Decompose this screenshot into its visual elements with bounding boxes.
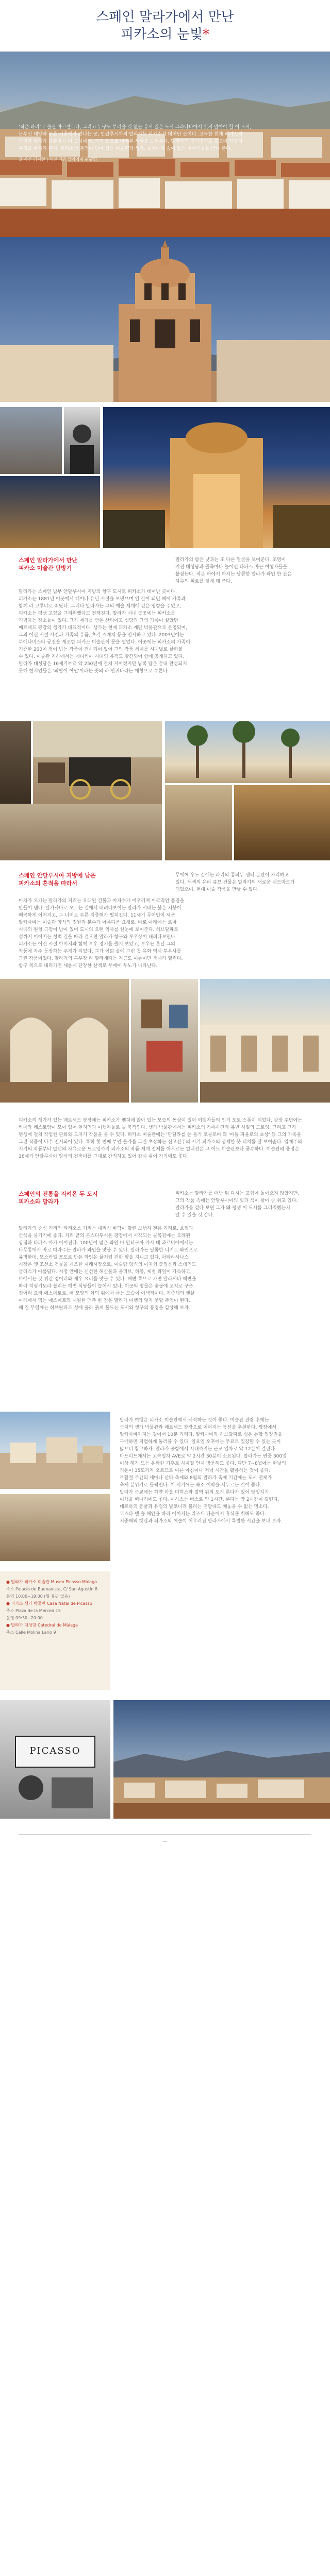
harbor-illustration (0, 1412, 110, 1489)
photo-credit: 글·사진 김지현 | 사진 제공 말라가시 관광청 (19, 157, 97, 162)
cathedral-tower-illustration (0, 237, 330, 402)
alley-photo (0, 721, 31, 804)
footer-divider (19, 1834, 311, 1835)
harbor-photo (0, 1412, 110, 1489)
section3-quote: 스페인 안달루시아 지방에 남은 피카소의 흔적을 따라서 (19, 872, 96, 887)
city-panorama-photo (113, 1700, 330, 1819)
street-night-photo (234, 785, 330, 860)
section2-right-text: 말라가의 밤은 낮과는 또 다른 얼굴을 보여준다. 조명이 켜진 대성당과 골목마다 늘어선 타파스 바는 여행자들을 붙잡는다. 작은 바에서 마시는 달콤한 말라가 와인 한 잔은 하루의 피로를 잊게 해 준다. (175, 557, 292, 584)
info-item: 주소 Palacio de Buenavista, C/ San Agustín 8 (6, 1587, 98, 1591)
section5-body-text: 말라가의 중심 거리인 라리오스 거리는 대리석 바닥이 깔린 보행자 전용 거리로, 쇼핑과 산책을 즐기기에 좋다. 거리 끝의 콘스티투시온 광장에서 시작되는 골목길에는 오래된 상점과 타파스 바가 이어진다. 100년이 넘은 와인 바 안티구아 카사 데 과르디아에서는 나무통에서 바로 따라주는 말라가 와인을 맛볼 수 있다. 말라가는 달콤한 디저트 와인으로 유명한데, 모스카텔 포도로 만든 와인은 꿀처럼 진한 향을 지니고 있다. 아타라사나스 시장은 옛 조선소 건물을 개조한 재래시장으로, 이슬람 양식의 아치형 출입문과 스테인드 글라스가 아름답다. 시장 안에는 신선한 해산물과 올리브, 하몽, 제철 과일이 가득하고, 바에서는 갓 튀긴 정어리와 새우 요리를 맛볼 수 있다. 해변 쪽으로 가면 말라게타 해변을 따라 치링기토라 불리는 해변 식당들이 늘어서 있다. 이곳의 명물은 숯불에 꼬치로 구운 정어리 요리 에스페토로, 배 모양의 화덕 위에서 굽는 모습이 이색적이다. 지중해의 햇살 아래에서 먹는 에스페토와 시원한 맥주 한 잔은 말라가 여행의 잊지 못할 추억이 된다. 해 질 무렵에는 히브랄파로 성에 올라 붉게 물드는 도시와 항구의 풍경을 감상해 보자. (19, 1226, 198, 1311)
cathedral-photo (0, 237, 330, 402)
info-item: ● 말라가 피카소 미술관 Museo Picasso Málaga (6, 1580, 97, 1584)
section3-right-text: 무에예 우노 끝에는 파리의 퐁피두 센터 분관이 자리하고 있다. 색색의 유리 큐브 건물은 말라가의 새로운 랜드마크가 되었으며, 현대 미술 작품을 만날 수 있다. (175, 873, 295, 892)
palm-street-photo (165, 721, 330, 783)
picasso-portrait-photo (64, 407, 100, 474)
info-sidebar (0, 1571, 110, 1690)
museum-sign-photo (0, 1700, 110, 1819)
info-item: 주소 Plaza de la Merced 15 (6, 1608, 61, 1613)
courtyard-illustration (200, 979, 330, 1103)
horse-carriage-photo (33, 721, 162, 804)
museum-sign-text: PICASSO (29, 1745, 81, 1756)
cathedral-night-photo (103, 407, 330, 548)
info-item: 운영 10:00~19:00 (월 휴관 없음) (6, 1594, 70, 1599)
carriage-illustration (33, 721, 162, 804)
palm-trees-illustration (165, 721, 330, 783)
portrait-icon (64, 407, 100, 474)
painting-frames-illustration (131, 979, 198, 1103)
museum-sign-illustration (0, 1700, 110, 1819)
museum-arches-illustration (0, 979, 129, 1103)
night-alley-photo (0, 476, 100, 548)
old-town-street-photo (0, 407, 62, 474)
painting-wall-photo (131, 979, 198, 1103)
section3-body-text: 마차가 오가는 말라가의 거리는 오래된 건물과 야자수가 어우러져 이국적인 풍경을 만들어 낸다. 알카사바로 오르는 길에서 내려다보이는 말라가 시내는 붉은 지붕이 빼곡하게 이어지고, 그 너머로 푸른 지중해가 펼쳐진다. 11세기 무어인이 세운 알카사바는 이슬람 양식의 정원과 분수가 아름다운 요새로, 바로 아래에는 로마 시대의 원형 극장이 남아 있어 도시의 오랜 역사를 한눈에 보여준다. 히브랄파로 성까지 이어지는 성벽 길을 따라 걸으면 말라가 항구와 투우장이 내려다보인다. 피카소는 어린 시절 아버지와 함께 투우 경기를 즐겨 보았고, 투우는 훗날 그의 작품에 자주 등장하는 주제가 되었다. 그가 여덟 살에 그린 첫 유화 역시 투우사를 그린 작품이었다. 말라가의 투우장 라 말라게타는 지금도 여름이면 축제가 열린다. 항구 쪽으로 내려가면 새롭게 단장한 산책로 무에예 우노가 나타난다. (19, 899, 185, 969)
info-item: ● 말라가 대성당 Catedral de Málaga (6, 1623, 78, 1628)
courtyard-photo (200, 979, 330, 1103)
square-photo (165, 785, 232, 860)
header (0, 0, 330, 52)
section2-quote: 스페인 말라가에서 만난 피카소 미술관 탐방기 (19, 557, 77, 571)
intro-text: ‘작은 파리’로 불린 바르셀로나, 그리고 누구도 부러울 것 없는 유서 깊은 도시 그라나다에서 잊지 말아야 할 이 도시, 눈부신 태양과 푸른 지중해가 만나는 곳, 안달루시아의 말라가는 피카소가 태어난 곳이다. 고독한 천재 피카소의 과거와 현재가 공존하는 이 도시에서, 그의 눈으로 바라본 세상을 느껴본다. 말라가의 구석구석을 걸으며 거장의 흔적을 따라가 본다. 피카소의 흔적이 남아 있는 미술관과 생가, 골목마다 숨어 있는 이야기들을 만나 본다. (19, 125, 252, 151)
section5-right-text: 피카소는 말라가를 떠난 뒤 다시는 고향에 돌아오지 않았지만, 그의 작품 속에는 안달루시아의 빛과 색이 살아 숨 쉬고 있다. 말라가를 걷다 보면 그가 왜 평생 이 도시를 그리워했는지 알 수 있을 것 같다. (175, 1191, 300, 1218)
info-item: ● 피카소 생가 박물관 Casa Natal de Picasso (6, 1601, 92, 1606)
info-item: 주소 Calle Molina Lario 9 (6, 1630, 56, 1635)
page-title: 스페인 말라가에서 만난 피카소의 눈빛* (96, 9, 234, 42)
building-facade-photo (0, 804, 162, 860)
info-item: 운영 09:30~20:00 (6, 1616, 43, 1620)
section2-body-text: 말라가는 스페인 남부 안달루시아 지방의 항구 도시로 피카소가 태어난 곳이다. 피카소는 1881년 이곳에서 태어나 유년 시절을 보냈으며 열 살이 되던 해에 가족과 함께 라 코루냐로 떠났다. 그러나 말라가는 그의 예술 세계에 깊은 영향을 주었고, 피카소는 평생 고향을 그리워했다고 전해진다. 말라가 시내 곳곳에는 피카소를 기념하는 장소들이 있다. 그가 세례를 받은 산티아고 성당과 그의 가족이 살았던 메르세드 광장의 생가가 대표적이다. 생가는 현재 피카소 재단 박물관으로 운영되며, 그의 어린 시절 사진과 가족의 유품, 초기 스케치 등을 전시하고 있다. 2003년에는 부에나비스타 궁전을 개조한 피카소 미술관이 문을 열었다. 이곳에는 피카소의 가족이 기증한 200여 점이 넘는 작품이 전시되어 있어 그의 작품 세계를 시대별로 살펴볼 수 있다. 미술관 지하에서는 페니키아 시대의 유적도 발견되어 함께 공개하고 있다. 말라가 대성당은 16세기부터 약 250년에 걸쳐 지어졌지만 남쪽 탑은 끝내 완성되지 못해 현지인들은 '외팔이 여인'이라는 뜻의 라 만퀴타라는 애칭으로 부른다. (19, 589, 190, 674)
city-panorama-illustration (113, 1700, 330, 1819)
section6-right-text: 말라가 여행은 피카소 미술관에서 시작하는 것이 좋다. 미술관 관람 후에는 근처의 생가 박물관과 메르세드 광장으로 이어지는 동선을 추천한다. 광장에서 알카사바까지는 걸어서 10분 거리다. 알카사바와 히브랄파로 성은 통합 입장권을 구매하면 저렴하게 둘러볼 수 있다. 일요일 오후에는 무료로 입장할 수 있는 곳이 많으니 참고하자. 말라가 공항에서 시내까지는 근교 열차로 약 12분이 걸린다. 마드리드에서는 고속열차 AVE로 약 2시간 30분이 소요된다. 말라가는 연중 300일 이상 해가 뜨는 온화한 기후로 사계절 언제 방문해도 좋다. 다만 7~8월에는 한낮의 기온이 35도까지 오르므로 이른 아침이나 저녁 시간을 활용하는 것이 좋다. 부활절 주간의 세마나 산타 축제와 8월의 말라가 축제 기간에는 도시 전체가 축제 분위기로 들썩인다. 이 시기에는 숙소 예약을 서두르는 것이 좋다. 말라가 근교에는 하얀 마을 미하스와 절벽 위의 도시 론다가 있어 당일치기 여행을 떠나기에도 좋다. 미하스는 버스로 약 1시간, 론다는 약 2시간이 걸린다. 네르하의 동굴과 유럽의 발코니라 불리는 전망대도 빼놓을 수 없는 명소다. 코스타 델 솔 해안을 따라 이어지는 리조트 타운에서 휴식을 취해도 좋다. 지중해의 햇살과 피카소의 예술이 어우러진 말라가에서 특별한 시간을 보내 보자. (120, 1418, 287, 1524)
section4-body-text: 피카소의 생가가 있는 메르세드 광장에는 피카소가 벤치에 앉아 있는 모습의 동상이 있어 여행자들의 인기 포토 스폿이 되었다. 광장 주변에는 카페와 레스토랑이 모여 있어 현지인과 여행자들로 늘 북적인다. 생가 박물관에서는 피카소의 가족사진과 유년 시절의 드로잉, 그리고 그가 평생에 걸쳐 작업한 판화와 도자기 작품을 볼 수 있다. 피카소 미술관에는 '만틸라를 쓴 올가 코클로바'와 '아들 파울로의 초상' 등 그의 가족을 그린 작품이 다수 전시되어 있다. 특히 첫 번째 부인 올가를 그린 초상화는 신고전주의 시기 피카소의 섬세한 붓 터치를 잘 보여준다. 입체주의 시기의 작품부터 말년의 자유로운 드로잉까지 피카소의 작품 세계 전체를 아우르는 컬렉션은 그 어느 미술관보다 풍부하다. 미술관의 중정은 16세기 안달루시아 양식의 건축미를 그대로 간직하고 있어 잠시 쉬어 가기에도 좋다. (19, 1118, 302, 1159)
cathedral-night-illustration (103, 407, 330, 548)
hero-photo (0, 52, 330, 237)
section5-quote: 스페인의 전통을 지켜온 두 도시 피카소와 말라가 (19, 1191, 98, 1205)
page-number: — (162, 1839, 168, 1844)
gate-photo (0, 1494, 110, 1561)
museum-interior-photo (0, 979, 129, 1103)
